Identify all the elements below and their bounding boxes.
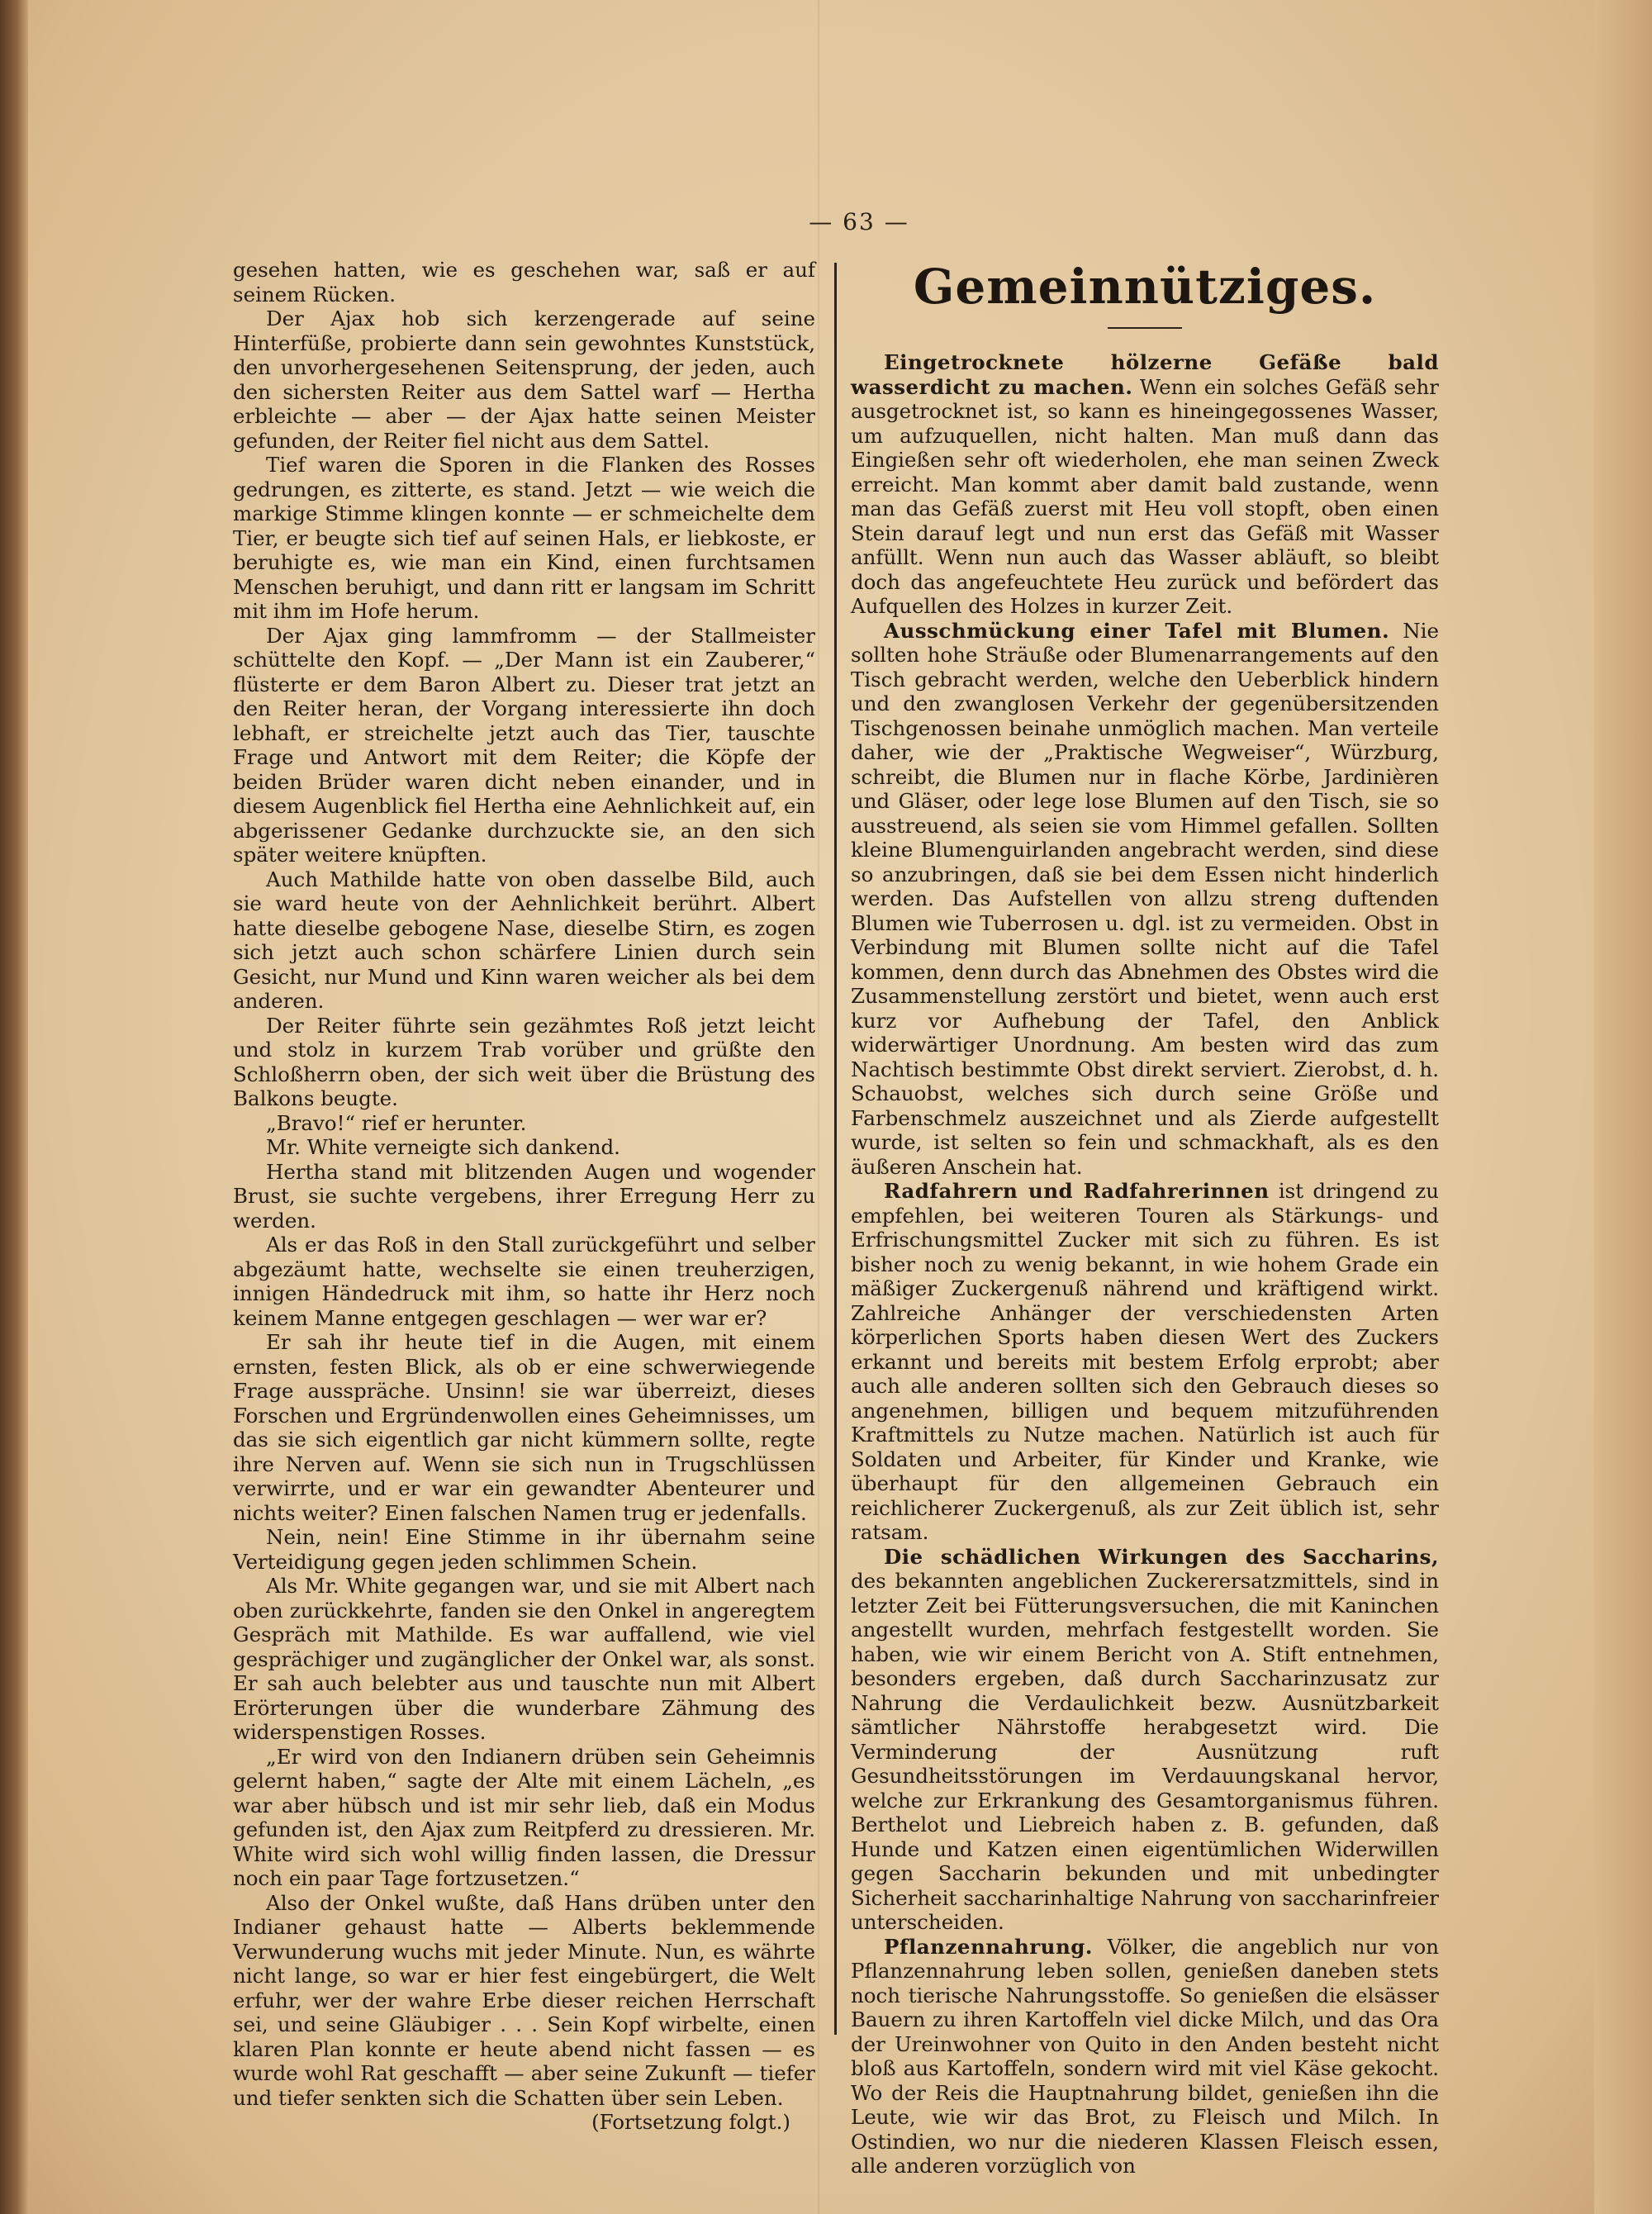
page-binding-edge xyxy=(0,0,28,2214)
article-text: des bekannten angeblichen Zuckerersatzmittels, sind in letzter Zeit bei Fütterungsversuchen, die mit Kaninchen angestellt wurden, mehrfach festgestellt worden. Sie haben, wie wir einem Bericht von A. Stift entnehmen, besonders ergeben, daß durch Saccharinzusatz zur Nahrung die Verdaulichkeit bezw. Ausnützbarkeit sämtlicher Nährstoffe herabgesetzt wird. Die Verminderung der Ausnützung ruft Gesundheitsstörungen im Verdauungskanal hervor, welche zur Erkrankung des Gesamtorganismus führen. Berthelot und Liebreich haben z. B. gefunden, daß Hunde und Katzen einen eigentümlichen Widerwillen gegen Saccharin bekunden und mit unbedingter Sicherheit saccharinhaltige Nahrung von saccharinfreier unterscheiden. xyxy=(851,1569,1439,1934)
story-paragraph: Als er das Roß in den Stall zurückgeführt und selber abgezäumt hatte, wechselte sie einen treuherzigen, innigen Händedruck mit ihm, so hatte ihr Herz noch keinem Manne entgegen geschlagen — wer war er? xyxy=(233,1233,815,1330)
story-paragraph: Er sah ihr heute tief in die Augen, mit einem ernsten, festen Blick, als ob er eine schwerwiegende Frage ausspräche. Unsinn! sie war überreizt, dieses Forschen und Ergründenwollen eines Geheimnisses, um das sie sich eigentlich gar nicht kümmern sollte, regte ihre Nerven auf. Wenn sie sich nun in Trugschlüssen verwirrte, und er war ein gewandter Abenteurer und nichts weiter? Einen falschen Namen trug er jedenfalls. xyxy=(233,1330,815,1525)
article-table-flowers xyxy=(851,619,1439,1180)
article-heading: Pflanzennahrung. xyxy=(884,1934,1093,1959)
advice-column xyxy=(851,258,1439,2178)
story-paragraph: Mr. White verneigte sich dankend. xyxy=(266,1135,620,1159)
article-wooden-vessels xyxy=(851,350,1439,619)
article-cyclists xyxy=(851,1179,1439,1545)
continuation-note-text: (Fortsetzung folgt.) xyxy=(591,2110,790,2134)
story-paragraph: Als Mr. White gegangen war, und sie mit Albert nach oben zurückkehrte, fanden sie den Onkel in angeregtem Gespräch mit Mathilde. Es war auffallend, wie viel gesprächiger und zugänglicher der Onkel war, als sonst. Er sah auch belebter aus und tauschte nun mit Albert Erörterungen über die wunderbare Zähmung des widerspenstigen Rosses. xyxy=(233,1574,815,1744)
story-paragraph: Nein, nein! Eine Stimme in ihr übernahm seine Verteidigung gegen jeden schlimmen Schein. xyxy=(233,1525,815,1574)
article-heading: Ausschmückung einer Tafel mit Blumen. xyxy=(884,618,1390,643)
story-paragraph: Also der Onkel wußte, daß Hans drüben unter den Indianer gehaust hatte — Alberts beklemmende Verwunderung wuchs mit jeder Minute. Nun, es währte nicht lange, so war er hier fest eingebürgert, die Welt erfuhr, wer der wahre Erbe dieser reichen Herrschaft sei, und seine Gläubiger . . . Sein Kopf wirbelte, einen klaren Plan konnte er heute abend nicht fassen — es wurde wohl Rat geschafft — aber seine Zukunft — tiefer und tiefer senkten sich die Schatten über sein Leben. xyxy=(233,1890,815,2110)
article-heading: Die schädlichen Wirkungen des Saccharins, xyxy=(884,1544,1439,1569)
article-text: ist dringend zu empfehlen, bei weiteren Touren als Stärkungs- und Erfrischungsmittel Zucker mit sich zu führen. Es ist bisher noch zu wenig bekannt, in wie hohem Grade ein mäßiger Zuckergenuß nährend und kräftigend wirkt. Zahlreiche Anhänger der verschiedensten Arten körperlichen Sports haben diesen Wert des Zuckers erkannt und bereits mit bestem Erfolg erprobt; aber auch alle anderen sollten sich den Gebrauch dieses so angenehmen, billigen und bequem mitzuführenden Kraftmittels zu Nutze machen. Natürlich ist auch für Soldaten und Arbeiter, für Kinder und Kranke, wie überhaupt für den allgemeinen Gebrauch ein reichlicherer Zuckergenuß, als zur Zeit üblich ist, sehr ratsam. xyxy=(851,1179,1439,1544)
article-heading: Radfahrern und Radfahrerinnen xyxy=(884,1179,1270,1203)
article-text: Völker, die angeblich nur von Pflanzennahrung leben sollen, genießen daneben stets noch tierische Nahrungsstoffe. So genießen die elsässer Bauern zu ihren Kartoffeln viel dicke Milch, und das Ora der Ureinwohner von Quito in den Anden besteht nicht bloß aus Kartoffeln, sondern wird mit viel Käse gekocht. Wo der Reis die Hauptnahrung bildet, genießen ihn die Leute, wie wir das Brot, zu Fleisch und Milch. In Ostindien, wo nur die niederen Klassen Fleisch essen, alle anderen vorzüglich von xyxy=(851,1934,1439,2178)
story-paragraph: gesehen hatten, wie es geschehen war, saß er auf seinem Rücken. xyxy=(233,258,815,306)
story-paragraph: Tief waren die Sporen in die Flanken des Rosses gedrungen, es zitterte, es stand. Jetzt — wie weich die markige Stimme klingen konnte — er schmeichelte dem Tier, er beugte sich tief auf seinen Hals, er liebkoste, er beruhigte es, wie man ein Kind, einen furchtsamen Menschen beruhigt, und dann ritt er langsam im Schritt mit ihm im Hofe herum. xyxy=(233,453,815,623)
story-paragraph: „Er wird von den Indianern drüben sein Geheimnis gelernt haben,“ sagte der Alte mit einem Lächeln, „es war aber hübsch und ist mir sehr lieb, daß ein Modus gefunden ist, den Ajax zum Reitpferd zu dressieren. Mr. White wird sich wohl willig finden lassen, die Dressur noch ein paar Tage fortzusetzen.“ xyxy=(233,1744,815,1890)
title-rule xyxy=(1108,327,1182,329)
article-saccharin xyxy=(851,1545,1439,1935)
section-title: Gemeinnütziges. xyxy=(913,259,1377,315)
article-heading: Eingetrocknete hölzerne Gefäße bald wasserdicht zu machen. xyxy=(851,350,1439,399)
page-outer-edge xyxy=(1594,0,1652,2214)
story-paragraph: Der Ajax ging lammfromm — der Stallmeister schüttelte den Kopf. — „Der Mann ist ein Zauberer,“ flüsterte er dem Baron Albert zu. Dieser trat jetzt an den Reiter heran, der Vorgang interessierte ihn doch lebhaft, er streichelte jetzt auch das Tier, tauschte Frage und Antwort mit dem Reiter; die Köpfe der beiden Brüder waren dicht neben einander, und in diesem Augenblick fiel Hertha eine Aehnlichkeit auf, ein abgerissener Gedanke durchzuckte sie, an den sich später weitere knüpften. xyxy=(233,623,815,867)
article-text: Nie sollten hohe Sträuße oder Blumenarrangements auf den Tisch gebracht werden, welche den Ueberblick hindern und den zwanglosen Verkehr der gegenübersitzenden Tischgenossen beinahe unmöglich machen. Man verteile daher, wie der „Praktische Wegweiser“, Würzburg, schreibt, die Blumen nur in flache Körbe, Jardinièren und Gläser, oder lege lose Blumen auf den Tisch, sie so ausstreuend, als seien sie vom Himmel gefallen. Sollten kleine Blumenguirlanden angebracht werden, sind diese so anzubringen, daß sie bei dem Essen nicht hinderlich werden. Das Aufstellen von allzu streng duftenden Blumen wie Tuberrosen u. dgl. ist zu vermeiden. Obst in Verbindung mit Blumen sollte nicht auf die Tafel kommen, denn durch das Abnehmen des Obstes wird die Zusammenstellung zerstört und bietet, wenn auch erst kurz vor Aufhebung der Tafel, den Anblick widerwärtiger Unordnung. Am besten wird das zum Nachtisch bestimmte Obst direkt serviert. Zierobst, d. h. Schauobst, welches sich durch seine Größe und Farbenschmelz auszeichnet und als Zierde aufgestellt wurde, ist selten so fein und schmackhaft, als es den äußeren Anschein hat. xyxy=(851,618,1440,1179)
story-paragraph: „Bravo!“ rief er herunter. xyxy=(266,1110,527,1135)
column-divider xyxy=(834,263,837,2035)
page-number: — 63 — xyxy=(809,208,909,235)
story-paragraph: Hertha stand mit blitzenden Augen und wogender Brust, sie suchte vergebens, ihrer Erregung Herr zu werden. xyxy=(233,1159,815,1233)
story-paragraph: Auch Mathilde hatte von oben dasselbe Bild, auch sie ward heute von der Aehnlichkeit berührt. Albert hatte dieselbe gebogene Nase, dieselbe Stirn, es zogen sich jetzt auch schon schärfere Linien durch sein Gesicht, nur Mund und Kinn waren weicher als bei dem anderen. xyxy=(233,867,815,1013)
page-fold xyxy=(818,0,819,2214)
article-text: Wenn ein solches Gefäß sehr ausgetrocknet ist, so kann es hineingegossenes Wasser, um aufzuquellen, nicht halten. Man muß dann das Eingießen sehr oft wiederholen, ehe man seinen Zweck erreicht. Man kommt aber damit bald zustande, wenn man das Gefäß zuerst mit Heu voll stopft, oben einen Stein darauf legt und nun erst das Gefäß mit Wasser anfüllt. Wenn nun auch das Wasser abläuft, so bleibt doch das angefeuchtete Heu zurück und befördert das Aufquellen des Holzes in kurzer Zeit. xyxy=(851,374,1439,618)
story-paragraph: Der Reiter führte sein gezähmtes Roß jetzt leicht und stolz in kurzem Trab vorüber und grüßte den Schloßherrn oben, der sich weit über die Brüstung des Balkons beugte. xyxy=(233,1013,815,1110)
article-plant-food xyxy=(851,1935,1439,2178)
continuation-note xyxy=(233,2110,815,2135)
story-paragraph: Der Ajax hob sich kerzengerade auf seine Hinterfüße, probierte dann sein gewohntes Kunststück, den unvorhergesehenen Seitensprung, der jeden, auch den sichersten Reiter aus dem Sattel warf — Hertha erbleichte — aber — der Ajax hatte seinen Meister gefunden, der Reiter fiel nicht aus dem Sattel. xyxy=(233,306,815,453)
story-column xyxy=(233,258,815,2135)
